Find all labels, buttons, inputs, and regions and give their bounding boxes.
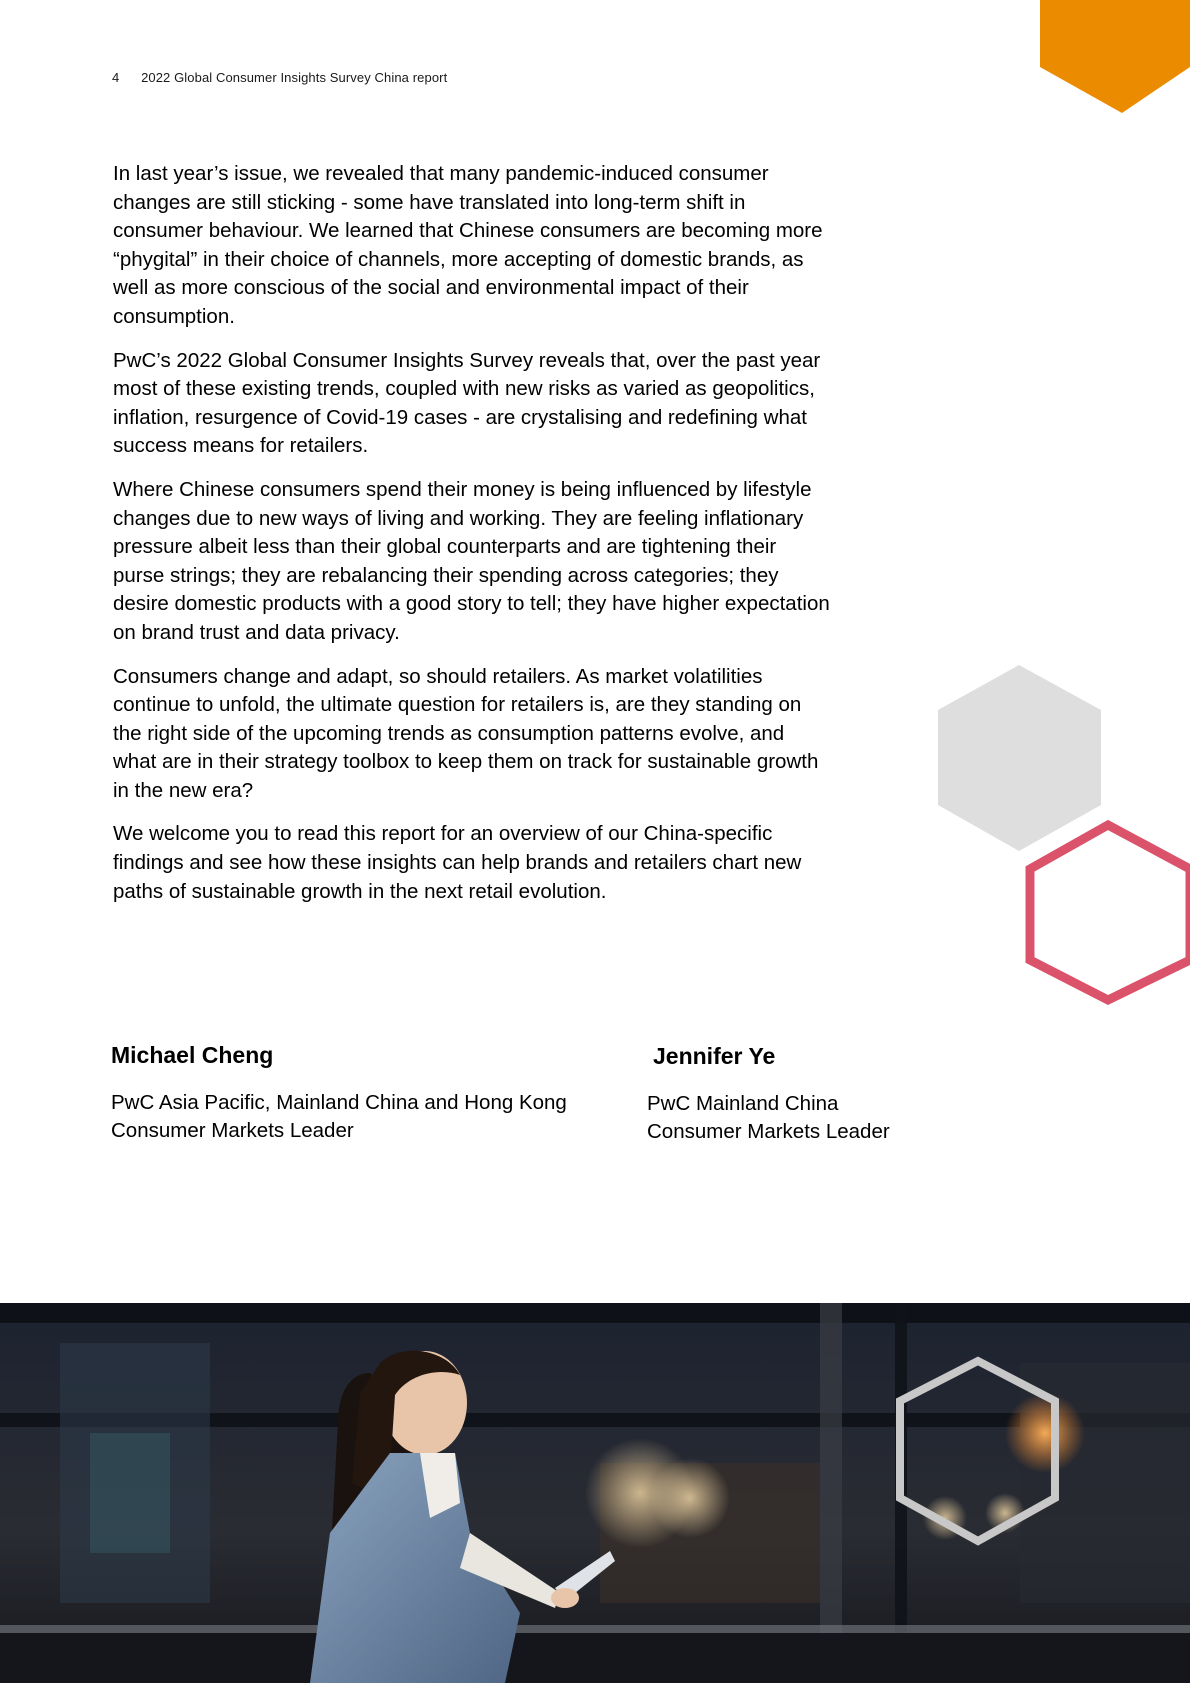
author-role — [111, 1089, 631, 1145]
author-name: Michael Cheng — [111, 1042, 274, 1068]
author-role-line: PwC Asia Pacific, Mainland China and Hong Kong — [111, 1091, 567, 1114]
author-michael-cheng — [111, 1042, 631, 1145]
red-hexagon-outline-icon — [1025, 817, 1190, 1007]
paragraph: PwC’s 2022 Global Consumer Insights Survey reveals that, over the past year most of these existing trends, coupled with new risks as varied as geopolitics, inflation, resurgence of Covid-19 cases - are crystalising and redefining what success means for retailers. — [113, 348, 821, 458]
running-header — [112, 70, 447, 85]
body-text — [113, 160, 833, 921]
author-role — [647, 1090, 947, 1146]
paragraph: Consumers change and adapt, so should retailers. As market volatilities continue to unfold, the ultimate question for retailers is, are they standing on the right side of the upcoming trends as consumption patterns evolve, and what are in their strategy toolbox to keep them on track for sustainable growth in the new era? — [113, 664, 819, 802]
author-role-line: Consumer Markets Leader — [647, 1120, 890, 1143]
paragraph: We welcome you to read this report for an overview of our China-specific findings and see how these insights can help brands and retailers chart new paths of sustainable growth in the next retail evolution. — [113, 822, 802, 903]
paragraph: In last year’s issue, we revealed that many pandemic-induced consumer changes are still sticking - some have translated into long-term shift in consumer behaviour. We learned that Chinese consumers are becoming more “phygital” in their choice of channels, more accepting of domestic brands, as well as more conscious of the social and environmental impact of their consumption. — [113, 162, 823, 328]
report-title: 2022 Global Consumer Insights Survey China report — [141, 70, 448, 85]
page-number: 4 — [112, 70, 120, 85]
author-role-line: PwC Mainland China — [647, 1092, 839, 1115]
paragraph: Where Chinese consumers spend their money is being influenced by lifestyle changes due to new ways of living and working. They are feeling inflationary pressure albeit less than their global counterparts and are tightening their purse strings; they are rebalancing their spending across categories; they desire domestic products with a good story to tell; they have higher expectation on brand trust and data privacy. — [113, 477, 830, 644]
author-name: Jennifer Ye — [653, 1043, 776, 1069]
author-role-line: Consumer Markets Leader — [111, 1119, 354, 1142]
orange-hexagon-icon — [1040, 0, 1190, 113]
author-jennifer-ye — [647, 1043, 947, 1146]
photo-businesswoman-with-tablet — [0, 1303, 1190, 1683]
